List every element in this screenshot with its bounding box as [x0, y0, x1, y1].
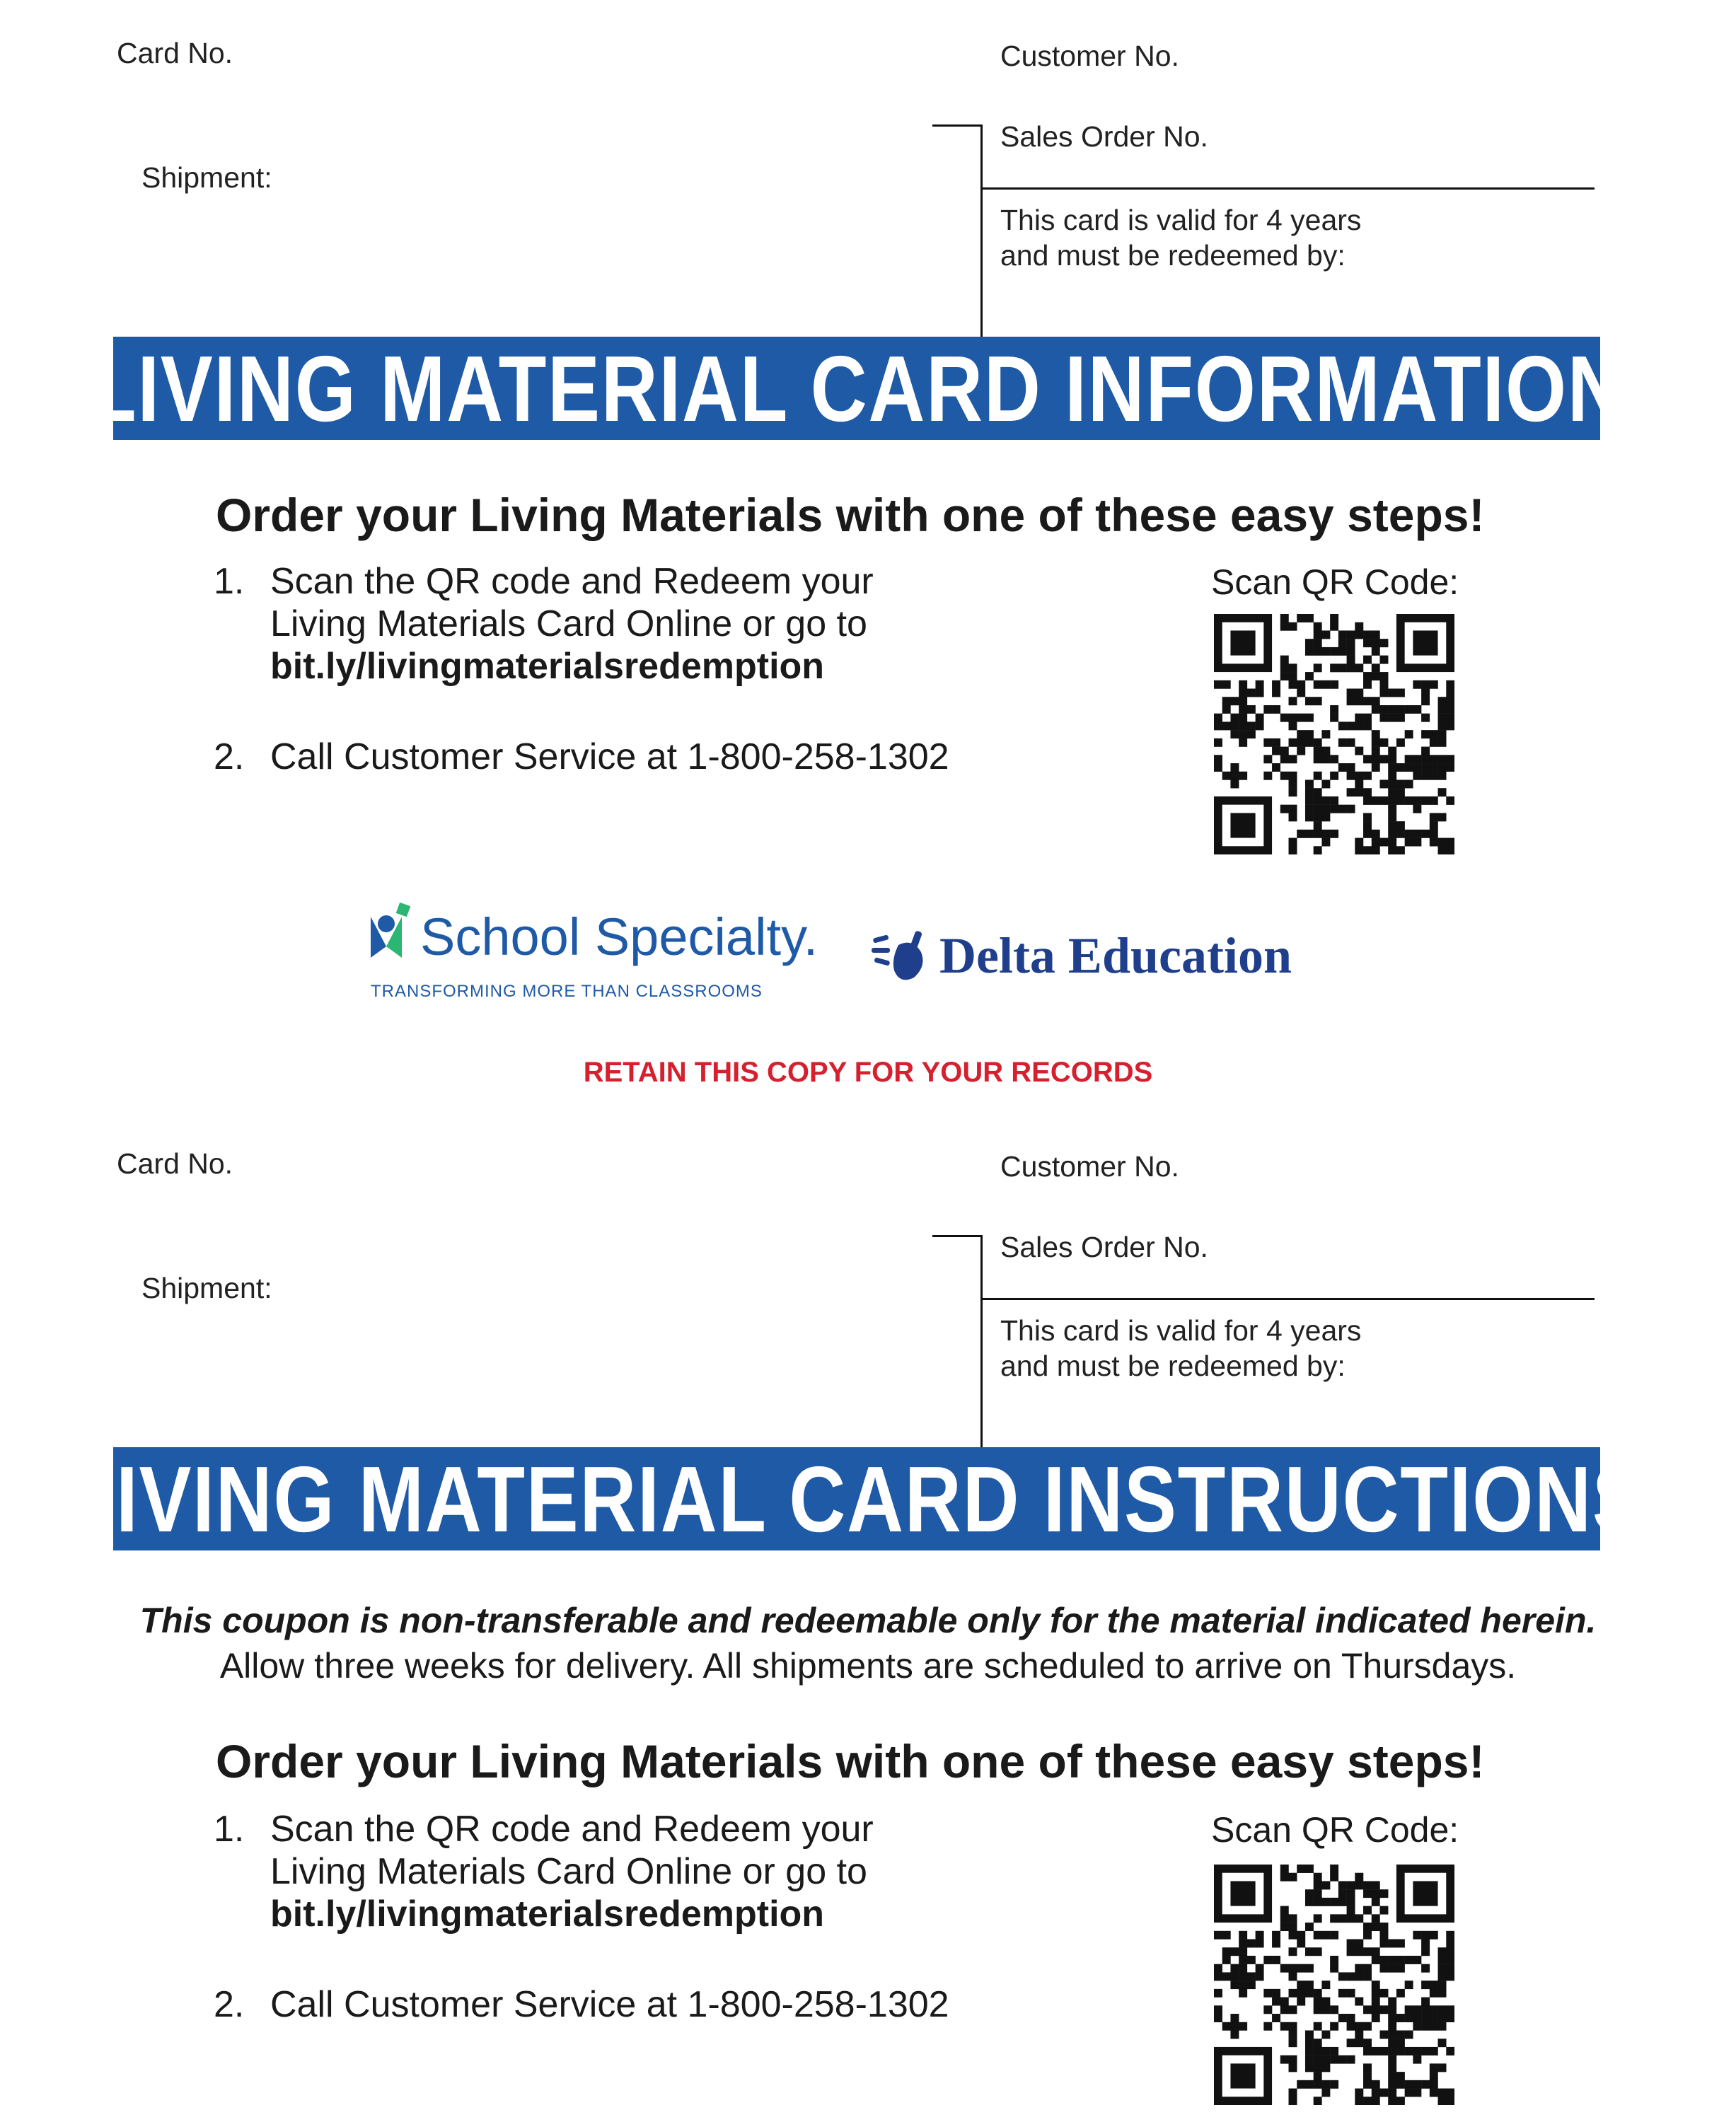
- sales-order-no-label: Sales Order No.: [1000, 1231, 1208, 1263]
- step-1-line-1: Scan the QR code and Redeem your: [270, 1809, 874, 1850]
- shipment-label: Shipment:: [141, 1272, 272, 1304]
- qr-code[interactable]: [1214, 1865, 1454, 2105]
- school-specialty-mark-icon: [365, 903, 415, 966]
- steps-heading: Order your Living Materials with one of these easy steps!: [216, 489, 1485, 541]
- qr-label: Scan QR Code:: [1211, 562, 1459, 602]
- step-1-line-2: Living Materials Card Online or go to: [270, 603, 867, 644]
- card-no-label: Card No.: [117, 1147, 233, 1180]
- shipment-label: Shipment:: [141, 161, 272, 194]
- validity-line-2: and must be redeemed by:: [1000, 239, 1346, 272]
- information-banner: [88, 336, 1626, 441]
- sales-order-no-label: Sales Order No.: [1000, 120, 1208, 153]
- bracket-divider: [980, 124, 983, 337]
- step-number: 1.: [214, 1809, 245, 1850]
- customer-no-label: Customer No.: [1000, 40, 1179, 72]
- delivery-note: Allow three weeks for delivery. All shipments are scheduled to arrive on Thursdays.: [219, 1646, 1517, 1686]
- delta-education-logo: [870, 920, 1365, 1004]
- delta-education-hand-icon: [870, 924, 934, 987]
- validity-line-2: and must be redeemed by:: [1000, 1350, 1346, 1382]
- bracket-line: [932, 1235, 982, 1237]
- school-specialty-name: School Specialty.: [420, 908, 818, 966]
- validity-line-1: This card is valid for 4 years: [1000, 1314, 1362, 1347]
- validity-line-1: This card is valid for 4 years: [1000, 204, 1362, 236]
- step-1-line-2: Living Materials Card Online or go to: [270, 1851, 867, 1892]
- field-divider: [982, 1298, 1595, 1300]
- qr-code[interactable]: [1214, 614, 1454, 854]
- qr-label: Scan QR Code:: [1211, 1810, 1459, 1850]
- step-1-line-1: Scan the QR code and Redeem your: [270, 561, 874, 602]
- school-specialty-tagline: TRANSFORMING MORE THAN CLASSROOMS: [371, 982, 763, 1001]
- steps-heading: Order your Living Materials with one of these easy steps!: [216, 1735, 1485, 1787]
- step-number: 2.: [214, 1984, 245, 2025]
- redemption-link[interactable]: bit.ly/livingmaterialsredemption: [270, 646, 825, 687]
- step-number: 1.: [214, 561, 245, 602]
- redemption-link[interactable]: bit.ly/livingmaterialsredemption: [270, 1894, 825, 1935]
- card-no-label: Card No.: [117, 37, 233, 69]
- bracket-line: [932, 124, 982, 127]
- step-number: 2.: [214, 736, 245, 777]
- instructions-banner: [67, 1446, 1646, 1551]
- step-2-text: Call Customer Service at 1-800-258-1302: [270, 736, 949, 777]
- retain-notice: RETAIN THIS COPY FOR YOUR RECORDS: [583, 1057, 1153, 1088]
- delta-education-name: Delta Education: [939, 927, 1292, 984]
- step-2-text: Call Customer Service at 1-800-258-1302: [270, 1984, 949, 2025]
- field-divider: [982, 187, 1595, 190]
- school-specialty-logo: [365, 903, 818, 1016]
- validity-note: [1000, 202, 1495, 273]
- bracket-divider: [980, 1235, 983, 1447]
- validity-note: [1000, 1313, 1495, 1384]
- banner-title: LIVING MATERIAL CARD INFORMATION: [88, 336, 1626, 441]
- customer-no-label: Customer No.: [1000, 1150, 1179, 1183]
- coupon-restriction-note: This coupon is non-transferable and redeemable only for the material indicated herein.: [139, 1601, 1597, 1640]
- banner-title: LIVING MATERIAL CARD INSTRUCTIONS: [67, 1446, 1646, 1551]
